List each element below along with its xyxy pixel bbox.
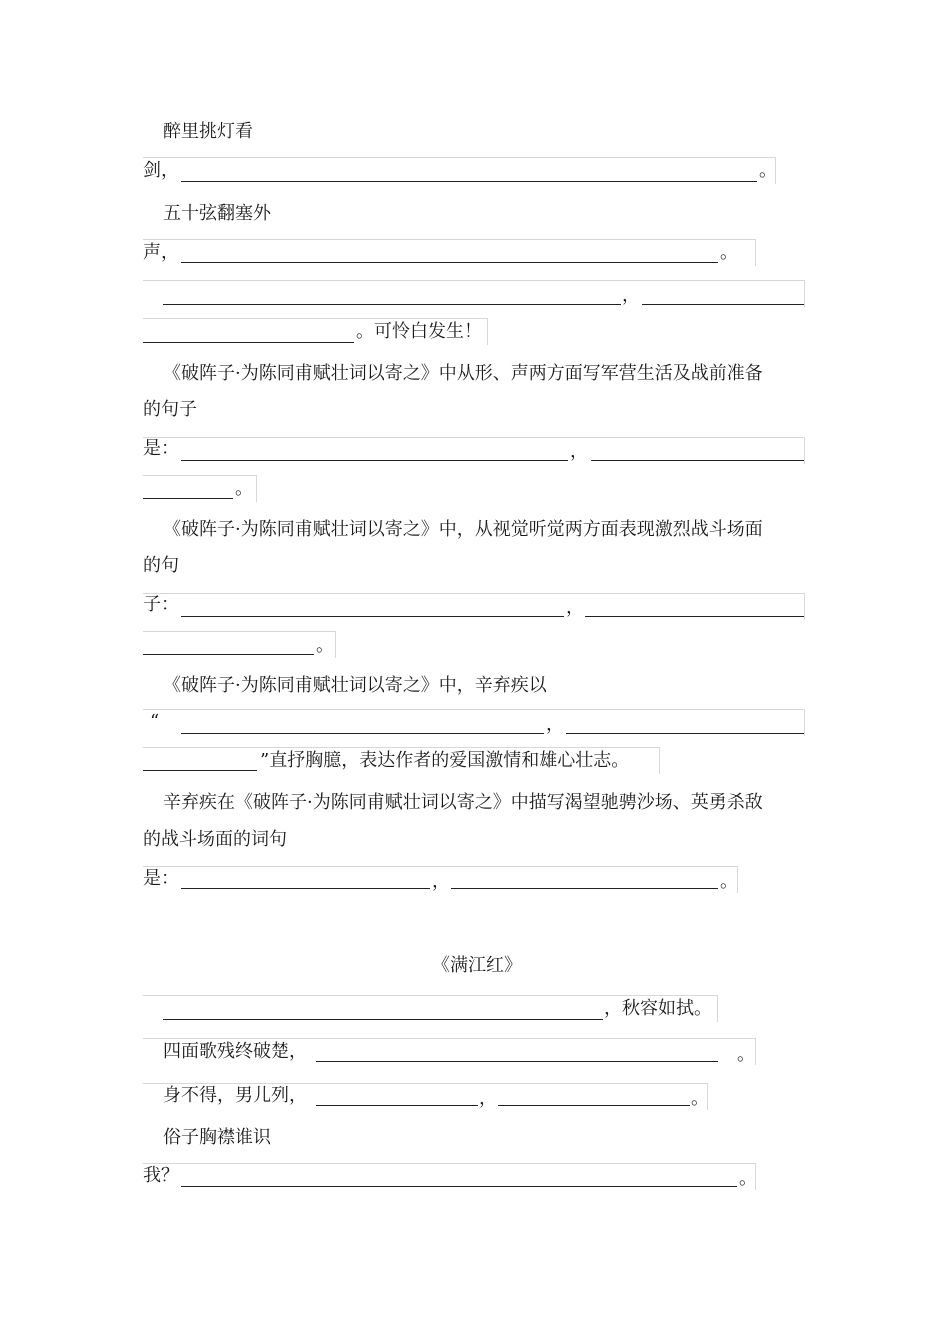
mjh-line1-blank[interactable]: [163, 1019, 603, 1020]
q1-line1: 醉里挑灯看: [163, 121, 253, 142]
q6-blank-b[interactable]: [566, 733, 804, 734]
mjh-line4-l1: 俗子胸襟谁识: [163, 1127, 271, 1148]
q5-question-cont: 的句: [143, 555, 179, 576]
q6-prefix: “: [150, 711, 160, 732]
mjh-line1-tail: ，秋容如拭。: [604, 998, 712, 1019]
q4-blank-b[interactable]: [591, 460, 804, 461]
q4-blank-a[interactable]: [181, 460, 568, 461]
mjh-line2-end: 。: [737, 1044, 755, 1065]
q3-blank-c[interactable]: [143, 342, 354, 343]
q6-tail: ”直抒胸臆，表达作者的爱国激情和雄心壮志。: [260, 750, 630, 771]
q5-sep: ，: [566, 597, 584, 618]
q5-blank-b[interactable]: [585, 616, 804, 617]
mjh-line2-prefix: 四面歌残终破楚，: [163, 1041, 307, 1062]
q6-blank-a[interactable]: [181, 733, 544, 734]
q7-end: 。: [720, 871, 738, 892]
q6-answer-box-a: [143, 709, 805, 736]
q5-blank-a[interactable]: [181, 616, 564, 617]
mjh-line2-blank[interactable]: [316, 1061, 718, 1062]
q1-answer-box: [143, 157, 776, 184]
poem-title: 《满江红》: [432, 955, 522, 976]
q4-end: 。: [235, 478, 253, 499]
q4-sep: ，: [570, 441, 588, 462]
mjh-line3-prefix: 身不得，男儿列，: [163, 1085, 307, 1106]
mjh-line3-sep: ，: [479, 1088, 497, 1109]
q7-question: 辛弃疾在《破阵子·为陈同甫赋壮词以寄之》中描写渴望驰骋沙场、英勇杀敌: [163, 792, 763, 813]
q5-prefix: 子：: [143, 594, 179, 615]
q2-blank[interactable]: [181, 262, 718, 263]
mjh-line4-blank[interactable]: [181, 1186, 737, 1187]
q3-sep: ，: [622, 285, 640, 306]
q1-prefix: 剑，: [143, 160, 179, 181]
mjh-line4-prefix: 我？: [143, 1165, 179, 1186]
q6-blank-c[interactable]: [143, 770, 257, 771]
q1-blank[interactable]: [181, 181, 757, 182]
q4-question-cont: 的句子: [143, 399, 197, 420]
q2-end: 。: [720, 242, 738, 263]
q6-question: 《破阵子·为陈同甫赋壮词以寄之》中，辛弃疾以: [163, 675, 547, 696]
q2-line1: 五十弦翻塞外: [163, 203, 271, 224]
q3-blank-a[interactable]: [163, 304, 621, 305]
q6-sep: ，: [546, 714, 564, 735]
q7-sep: ，: [432, 871, 450, 892]
mjh-line3-blank-a[interactable]: [316, 1105, 478, 1106]
q7-question-cont: 的战斗场面的词句: [143, 829, 287, 850]
mjh-line3-end: 。: [691, 1088, 709, 1109]
q7-blank-b[interactable]: [451, 888, 718, 889]
q4-question: 《破阵子·为陈同甫赋壮词以寄之》中从形、声两方面写军营生活及战前准备: [163, 363, 763, 384]
q3-blank-b[interactable]: [642, 304, 804, 305]
q4-prefix: 是：: [143, 438, 179, 459]
q1-end: 。: [759, 160, 777, 181]
q5-end: 。: [316, 635, 334, 656]
mjh-line3-blank-b[interactable]: [498, 1105, 690, 1106]
q2-prefix: 声，: [143, 242, 179, 263]
q3-tail: 。可怜白发生！: [356, 321, 482, 342]
q5-question: 《破阵子·为陈同甫赋壮词以寄之》中，从视觉听觉两方面表现激烈战斗场面: [163, 519, 763, 540]
q3-answer-box-a: [143, 280, 805, 307]
q4-blank-c[interactable]: [143, 498, 233, 499]
q5-blank-c[interactable]: [143, 654, 314, 655]
q7-blank-a[interactable]: [181, 888, 430, 889]
q7-prefix: 是：: [143, 868, 179, 889]
mjh-line4-end: 。: [739, 1168, 757, 1189]
